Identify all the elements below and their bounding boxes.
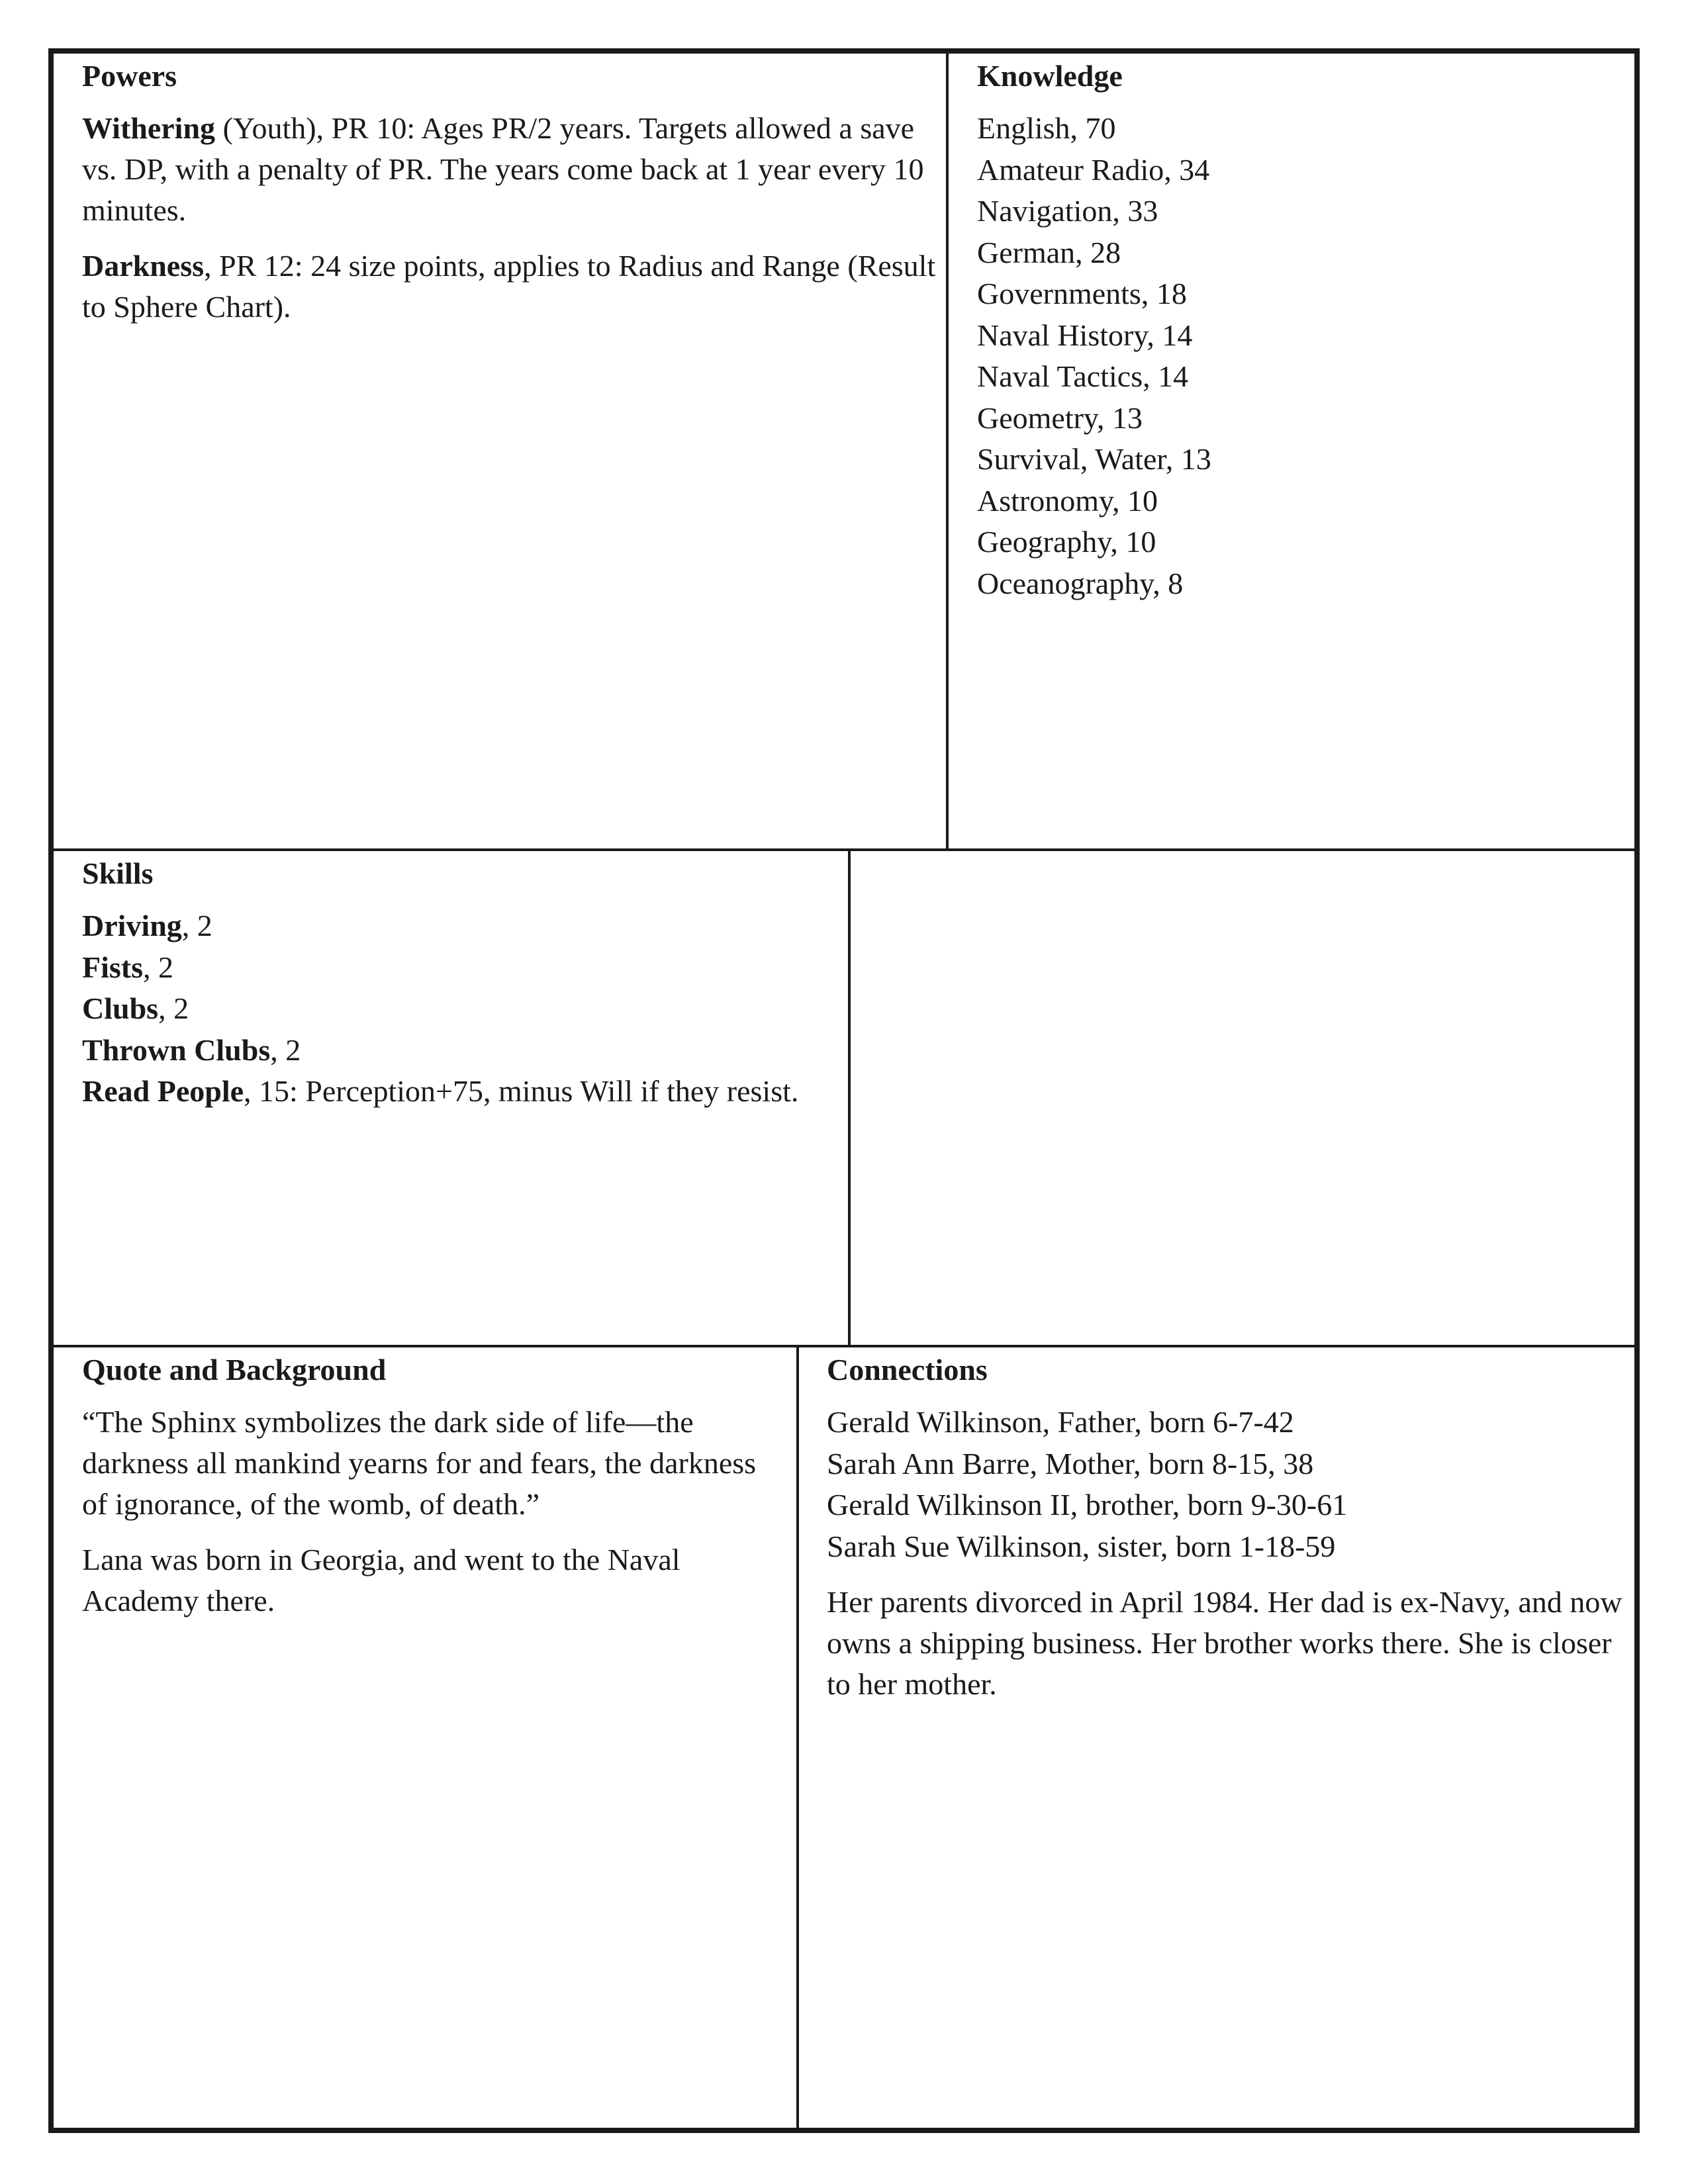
knowledge-item: Governments, 18 [977, 277, 1187, 310]
knowledge-item: Navigation, 33 [977, 194, 1158, 228]
power-description: , PR 12: 24 size points, applies to Radius and Range (Result to Sphere Chart). [82, 249, 936, 324]
powers-section [82, 54, 936, 844]
skill-value: , 15: Perception+75, minus Will if they resist. [244, 1074, 799, 1108]
quote-background-section [82, 1347, 784, 2122]
knowledge-item: Geography, 10 [977, 525, 1156, 559]
empty-section [851, 851, 1634, 1345]
divider-powers-knowledge [946, 54, 949, 850]
power-name: Darkness [82, 249, 205, 283]
power-item [82, 108, 936, 231]
knowledge-item: English, 70 [977, 111, 1116, 145]
power-description: (Youth), PR 10: Ages PR/2 years. Targets allowed a save vs. DP, with a penalty of PR. The years come back at 1 year every 10 minutes. [82, 111, 924, 227]
powers-list [82, 108, 936, 328]
powers-title: Powers [82, 59, 177, 93]
skill-value: , 2 [270, 1032, 301, 1067]
knowledge-item: Survival, Water, 13 [977, 442, 1211, 476]
skill-value: , 2 [143, 950, 173, 984]
skill-item [82, 1071, 837, 1113]
skill-item [82, 988, 837, 1030]
skills-section [82, 851, 837, 1344]
divider-quote-connections [796, 1346, 799, 2128]
skill-item [82, 905, 837, 947]
connection-item: Sarah Ann Barre, Mother, born 8-15, 38 [827, 1446, 1314, 1480]
skill-name: Clubs [82, 991, 159, 1025]
skill-name: Read People [82, 1074, 244, 1108]
skill-value: , 2 [158, 991, 189, 1025]
knowledge-item: German, 28 [977, 235, 1121, 269]
knowledge-item: Naval Tactics, 14 [977, 359, 1189, 393]
skill-item [82, 947, 837, 989]
connection-item: Gerald Wilkinson II, brother, born 9-30-61 [827, 1488, 1348, 1522]
background-text: Lana was born in Georgia, and went to the Naval Academy there. [82, 1543, 680, 1617]
knowledge-item: Oceanography, 8 [977, 566, 1184, 600]
knowledge-section [977, 54, 1626, 844]
skills-title: Skills [82, 856, 154, 890]
connections-list [827, 1402, 1624, 1567]
connection-item: Sarah Sue Wilkinson, sister, born 1-18-59 [827, 1529, 1336, 1563]
connections-notes: Her parents divorced in April 1984. Her dad is ex-Navy, and now owns a shipping business. Her brother works there. She is closer to her mother. [827, 1585, 1622, 1701]
skill-name: Thrown Clubs [82, 1032, 271, 1067]
skill-item [82, 1030, 837, 1071]
skill-value: , 2 [181, 909, 212, 942]
connection-item: Gerald Wilkinson, Father, born 6-7-42 [827, 1405, 1294, 1439]
knowledge-title: Knowledge [977, 59, 1123, 93]
character-sheet [48, 48, 1640, 2133]
knowledge-list [977, 108, 1626, 604]
power-name: Withering [82, 111, 216, 145]
skill-name: Driving [82, 909, 182, 942]
knowledge-item: Astronomy, 10 [977, 483, 1158, 518]
knowledge-item: Geometry, 13 [977, 400, 1143, 435]
connections-section [827, 1347, 1624, 2122]
connections-title: Connections [827, 1353, 988, 1387]
power-item [82, 246, 936, 328]
skill-name: Fists [82, 950, 143, 984]
quote-text: “The Sphinx symbolizes the dark side of life—the darkness all mankind yearns for and fears, the darkness of ignorance, of the womb, of death.” [82, 1405, 757, 1521]
quote-background-title: Quote and Background [82, 1353, 387, 1387]
knowledge-item: Naval History, 14 [977, 318, 1193, 352]
skills-list [82, 905, 837, 1113]
knowledge-item: Amateur Radio, 34 [977, 152, 1210, 187]
